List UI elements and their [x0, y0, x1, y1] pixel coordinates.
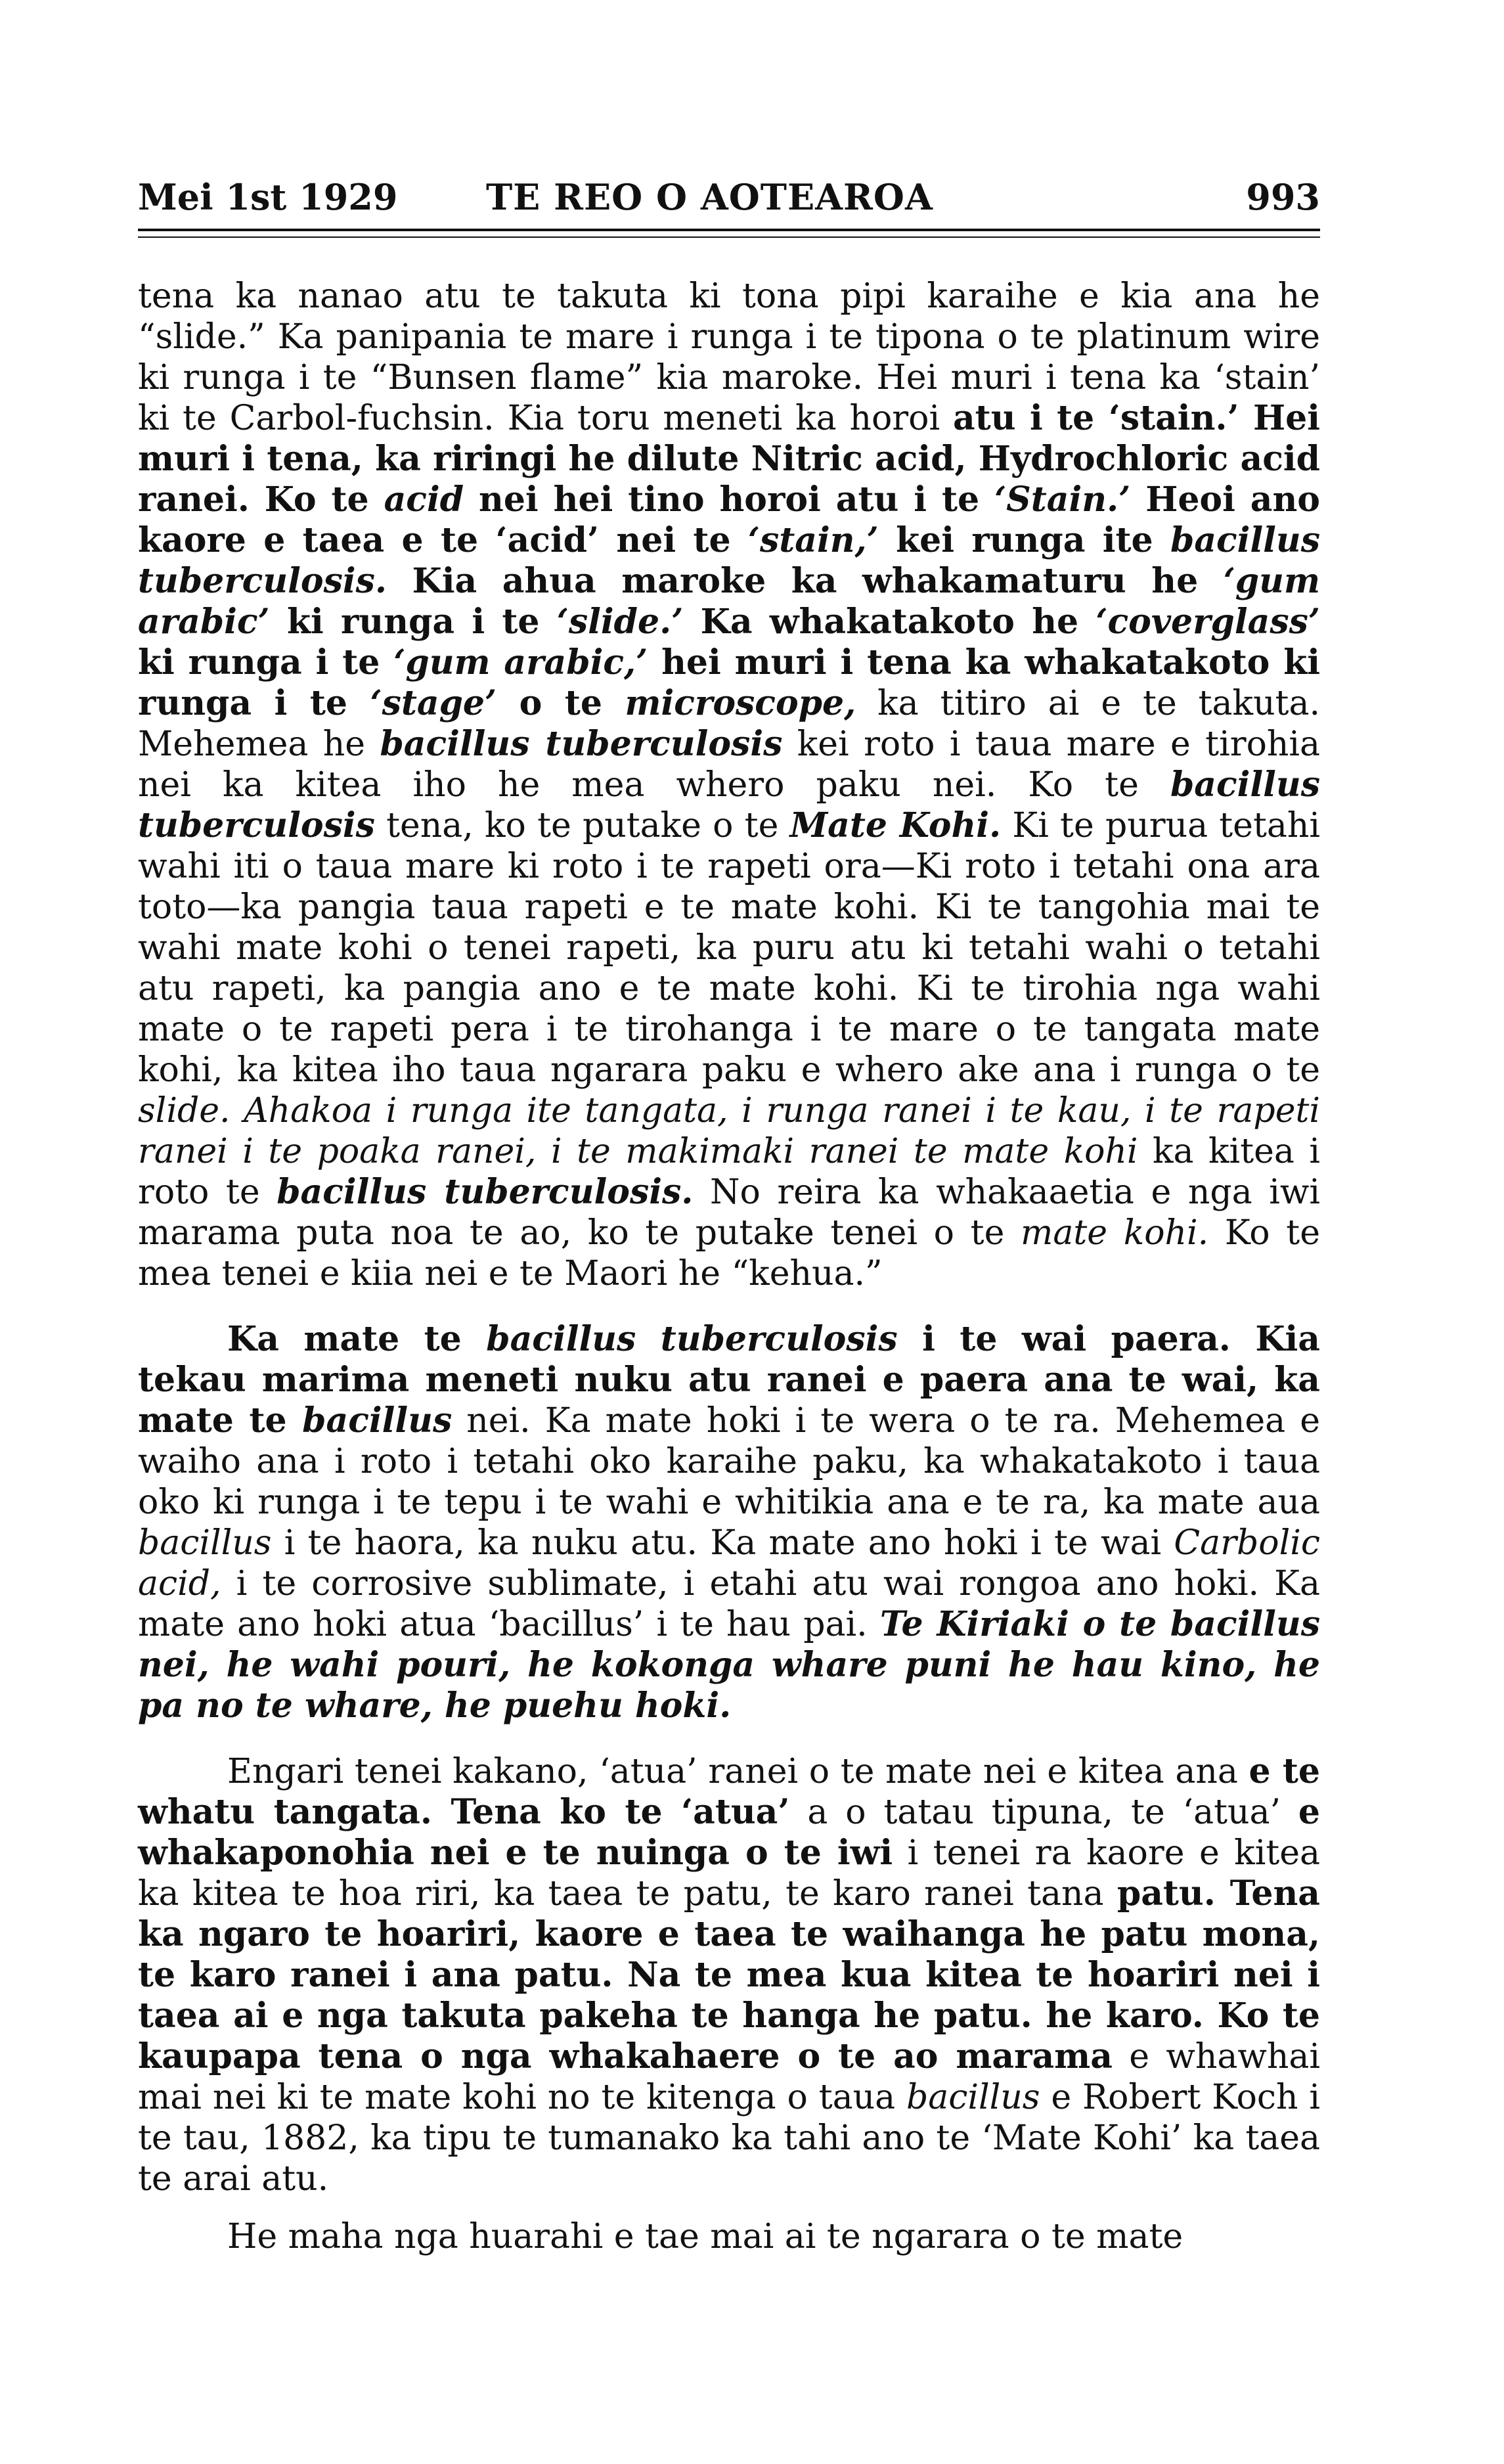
bold-italic-run: ‘slide.’ [556, 602, 684, 642]
bold-run: kei runga ite [878, 520, 1170, 560]
bold-run: e te whatu tangata. Tena ko te ‘atua’ [138, 1751, 1320, 1832]
text-run: e Robert Koch i te tau, 1882, ka tipu te tumanako ka tahi ano te ‘Mate Kohi’ ka taea te arai atu. [138, 2078, 1321, 2199]
bold-run: atu i te ‘stain.’ Hei muri i tena, ka riringi he dilute Nitric acid, Hydrochloric acid ranei. Ko te [138, 398, 1320, 520]
text-run: ka titiro ai e te takuta. Mehemea he [138, 684, 1320, 764]
bold-italic-run: bacillus tuberculosis [380, 724, 783, 764]
bold-run: ki runga i te [269, 602, 557, 642]
article-body [138, 276, 1320, 2257]
paragraph-1 [138, 276, 1320, 1294]
bold-italic-run: bacillus [302, 1400, 453, 1441]
header-rule-thin [138, 236, 1320, 238]
text-run: a o tatau tipuna, te ‘atua’ [789, 1793, 1298, 1832]
bold-italic-run: ‘coverglass’ [1095, 602, 1320, 642]
text-run: No reira ka whakaaetia e nga iwi marama puta noa te ao, ko te putake tenei o te [138, 1173, 1320, 1253]
paragraph-2 [138, 1319, 1320, 1726]
header-rule-thick [138, 229, 1320, 231]
bold-italic-run: bacillus tuberculosis. [276, 1172, 694, 1212]
bold-run: e whakaponohia nei e te nuinga o te iwi [138, 1792, 1320, 1873]
text-run: kei roto i taua mare e tirohia nei ka kitea iho he mea whero paku nei. Ko te [138, 725, 1320, 805]
text-run: Engari tenei kakano, ‘atua’ ranei o te mate nei e kitea ana [227, 1752, 1249, 1791]
paragraph-4 [138, 2216, 1320, 2257]
page-number: 993 [1246, 176, 1320, 218]
bold-italic-run: Mate Kohi. [789, 805, 1002, 845]
italic-run: Carbolic acid, [138, 1523, 1320, 1603]
bold-run: nei hei tino horoi atu i te [464, 480, 995, 520]
running-header [138, 172, 1320, 231]
paragraph-3 [138, 1751, 1320, 2199]
bold-run: hei muri i tena ka whakatakoto ki runga i te [138, 642, 1320, 723]
italic-run: mate kohi. [1021, 1213, 1209, 1253]
text-run: tena ka nanao atu te takuta ki tona pipi karaihe e kia ana he “slide.” Ka panipania te mare i runga i te tipona o te platinum wire ki runga i te “Bunsen flame” kia maroke. Hei muri i tena ka ‘stain’ ki te Carbol-fuchsin. Kia toru meneti ka horoi [138, 277, 1320, 438]
text-run: i tenei ra kaore e kitea ka kitea te hoa riri, ka taea te patu, te karo ranei tana [138, 1833, 1320, 1914]
bold-run: Kia ahua maroke ka whakamaturu he [386, 561, 1224, 601]
bold-italic-run: ‘gum arabic’ [138, 561, 1320, 642]
italic-run: bacillus [906, 2078, 1040, 2117]
bold-italic-run: bacillus tuberculosis. [138, 520, 1321, 601]
text-run: i te corrosive sublimate, i etahi atu wai rongoa ano hoki. Ka mate ano hoki atua ‘bacillus’ i te hau pai. [138, 1564, 1320, 1644]
bold-italic-run: Te Kiriaki o te bacillus nei, he wahi pouri, he kokonga whare puni he hau kino, he pa no te whare, he puehu hoki. [138, 1604, 1320, 1726]
journal-title: TE REO O AOTEAROA [486, 176, 933, 218]
bold-run: ki runga i te [138, 642, 394, 683]
bold-italic-run: ‘stage’ [370, 683, 497, 723]
bold-italic-run: ‘stain,’ [747, 520, 879, 560]
text-run: ka kitea i roto te [138, 1132, 1320, 1212]
bold-italic-run: bacillus tuberculosis [486, 1319, 898, 1359]
text-run: tena, ko te putake o te [374, 806, 790, 845]
bold-run: o te [497, 683, 625, 723]
text-run: He maha nga huarahi e tae mai ai te ngarara o te mate [227, 2217, 1183, 2256]
italic-run: bacillus [138, 1523, 272, 1563]
bold-run: Heoi ano kaore e taea e te ‘acid’ nei te [138, 480, 1320, 560]
bold-italic-run: bacillus tuberculosis [138, 765, 1320, 845]
header-date: Mei 1st 1929 [138, 176, 398, 218]
bold-italic-run: microscope, [625, 683, 856, 723]
bold-italic-run: ‘gum arabic,’ [393, 642, 648, 683]
bold-run: i te wai paera. Kia tekau marima meneti nuku atu ranei e paera ana te wai, ka mate te [138, 1319, 1320, 1441]
bold-italic-run: acid [384, 480, 464, 520]
bold-run: Ka whakatakoto he [683, 602, 1096, 642]
text-run: nei. Ka mate hoki i te wera o te ra. Mehemea e waiho ana i roto i tetahi oko karaihe paku, ka whakatakoto i taua oko ki runga i te tepu i te wahi e whitikia ana e te ra, ka mate aua [138, 1401, 1320, 1522]
bold-run: patu. Tena ka ngaro te hoariri, kaore e taea te waihanga he patu mona, te karo ranei i ana patu. Na te mea kua kitea te hoariri nei i taea ai e nga takuta pakeha te hanga he patu. he karo. Ko te kaupapa tena o nga whakahaere o te ao marama [138, 1873, 1321, 2076]
text-run: Ki te purua tetahi wahi iti o taua mare ki roto i te rapeti ora—Ki roto i tetahi ona ara toto—ka pangia taua rapeti e te mate kohi. Ki te tangohia mai te wahi mate kohi o tenei rapeti, ka puru atu ki tetahi wahi o tetahi atu rapeti, ka pangia ano e te mate kohi. Ki te tirohia nga wahi mate o te rapeti pera i te tirohanga i te mare o te tangata mate kohi, ka kitea iho taua ngarara paku e whero ake ana i runga o te [138, 806, 1320, 1090]
bold-italic-run: ‘Stain.’ [994, 480, 1131, 520]
text-run: i te haora, ka nuku atu. Ka mate ano hoki i te wai [271, 1523, 1174, 1563]
bold-run: Ka mate te [227, 1319, 487, 1359]
text-run: Ko te mea tenei e kiia nei e te Maori he “kehua.” [138, 1213, 1320, 1293]
text-run: e whawhai mai nei ki te mate kohi no te kitenga o taua [138, 2037, 1321, 2117]
italic-run: slide. Ahakoa i runga ite tangata, i runga ranei i te kau, i te rapeti ranei i te poaka ranei, i te makimaki ranei te mate kohi [138, 1091, 1320, 1171]
